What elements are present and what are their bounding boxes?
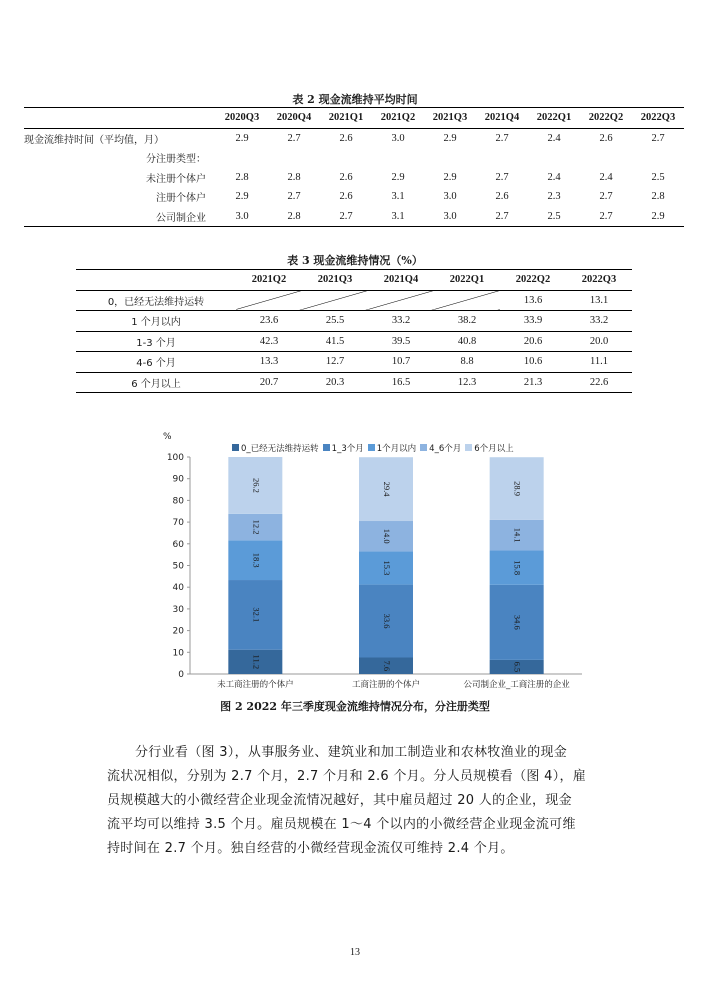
table2-cell — [632, 148, 684, 168]
table2 — [24, 107, 684, 227]
table2-cell — [216, 148, 268, 168]
bar-data-label: 18.3 — [251, 552, 262, 568]
page-number: 13 — [350, 947, 360, 958]
table3-cell: 16.5 — [391, 376, 411, 388]
table3-cell: 40.8 — [434, 331, 500, 352]
table3-cell: 20.6 — [500, 331, 566, 352]
bar-data-label: 11.2 — [251, 654, 262, 670]
table3-cell: 42.3 — [236, 331, 302, 352]
table2-row-label: 公司制企业 — [156, 212, 206, 224]
table2-cell — [372, 148, 424, 168]
table2-col-header: 2021Q1 — [328, 112, 364, 124]
table2-cell — [268, 148, 320, 168]
table2-cell: 2.7 — [651, 132, 665, 144]
table3-col-header: 2022Q1 — [449, 274, 485, 286]
table2-row — [24, 128, 684, 148]
table3-cell: 23.6 — [236, 311, 302, 332]
table3-cell: 33.2 — [566, 311, 632, 332]
table2-cell: 2.3 — [547, 191, 561, 203]
table3-cell — [368, 290, 434, 311]
table2-cell: 2.9 — [235, 191, 249, 203]
table2-col-header: 2022Q1 — [536, 112, 572, 124]
table3-cell: 41.5 — [302, 331, 368, 352]
table2-cell: 3.0 — [443, 210, 457, 222]
body-text-line: 流平均可以维持 3.5 个月。雇员规模在 1～4 个以内的小微经营企业现金流可维 — [107, 817, 576, 832]
table2-cell: 2.7 — [599, 210, 613, 222]
body-text-line: 持时间在 2.7 个月。独自经营的小微经营现金流仅可维持 2.4 个月。 — [107, 841, 514, 856]
table2-col-header: 2021Q3 — [432, 112, 468, 124]
table3-cell — [302, 290, 368, 311]
table2-cell — [424, 148, 476, 168]
table3-row — [76, 372, 632, 393]
table2-cell: 2.9 — [651, 210, 665, 222]
table2-cell: 2.8 — [287, 171, 301, 183]
table2-cell: 2.4 — [547, 171, 561, 183]
bar-data-label: 29.4 — [382, 481, 393, 497]
table3-cell: 10.6 — [500, 352, 566, 373]
table2-cell: 2.7 — [495, 210, 509, 222]
y-unit-label: % — [163, 432, 172, 442]
table2-cell: 2.7 — [495, 132, 509, 144]
table3-col-header: 2021Q2 — [251, 274, 287, 286]
table3-row-label: 4-6 个月 — [76, 352, 236, 373]
table2-cell: 2.9 — [391, 171, 405, 183]
table2-cell — [476, 148, 528, 168]
table3-cell: 13.1 — [566, 290, 632, 311]
table3-corner — [76, 270, 236, 291]
table3-cell: 12.7 — [302, 352, 368, 373]
table2-row-label: 分注册类型： — [146, 154, 206, 166]
table3-row-label: 0，已经无法维持运转 — [76, 290, 236, 311]
table2-cell: 3.1 — [391, 210, 405, 222]
table3-cell: 22.6 — [589, 376, 609, 388]
table2-caption: 表 2 现金流维持平均时间 — [292, 93, 418, 106]
bar-data-label: 26.2 — [251, 477, 262, 493]
table3-row — [76, 311, 632, 332]
bar-data-label: 32.1 — [251, 607, 262, 623]
y-tick-label: 90 — [172, 474, 184, 485]
bar-data-label: 15.3 — [382, 560, 393, 576]
table2-cell — [528, 148, 580, 168]
table2-cell: 2.6 — [339, 191, 353, 203]
table2-col-header: 2021Q2 — [380, 112, 416, 124]
y-tick-label: 50 — [172, 561, 184, 572]
bar-data-label: 14.1 — [512, 527, 523, 543]
table3-cell: 38.2 — [434, 311, 500, 332]
bar-data-label: 7.6 — [382, 660, 393, 672]
table2-cell: 2.9 — [443, 171, 457, 183]
body-text-line: 分行业看（图 3），从事服务业、建筑业和加工制造业和农林牧渔业的现金 — [135, 745, 568, 760]
table3-cell: 21.3 — [523, 376, 543, 388]
table3-cell: 13.6 — [500, 290, 566, 311]
table2-cell: 3.0 — [391, 132, 405, 144]
table3-cell: 13.3 — [236, 352, 302, 373]
figure2-caption: 图 2 2022 年三季度现金流维持情况分布，分注册类型 — [220, 700, 490, 713]
table3-row — [76, 352, 632, 373]
table2-cell: 2.8 — [287, 210, 301, 222]
table2-cell: 2.6 — [495, 191, 509, 203]
table2-col-header: 2022Q3 — [640, 112, 676, 124]
table2-cell: 2.7 — [495, 171, 509, 183]
bar-data-label: 14.0 — [382, 528, 393, 544]
y-tick-label: 70 — [172, 518, 184, 529]
table3-row — [76, 331, 632, 352]
table3-cell: 20.0 — [566, 331, 632, 352]
table2-row — [24, 148, 684, 168]
table2-row — [24, 207, 684, 227]
legend-label: 1_3个月 — [331, 443, 364, 454]
table2-cell: 2.9 — [443, 132, 457, 144]
bar-data-label: 34.6 — [512, 614, 523, 630]
table2-cell: 2.9 — [235, 132, 249, 144]
table3-row-label: 1-3 个月 — [76, 331, 236, 352]
figure2 — [160, 430, 590, 700]
table2-cell: 3.0 — [235, 210, 249, 222]
table3-cell: 39.5 — [368, 331, 434, 352]
table2-col-header: 2022Q2 — [588, 112, 624, 124]
table2-row-label: 注册个体户 — [156, 193, 206, 205]
bar-data-label: 33.6 — [382, 613, 393, 629]
table2-cell: 2.7 — [339, 210, 353, 222]
table2-cell: 2.6 — [599, 132, 613, 144]
table3-caption: 表 3 现金流维持情况（%） — [287, 254, 423, 267]
body-text-line: 流状况相似，分别为 2.7 个月，2.7 个月和 2.6 个月。分人员规模看（图 4），雇 — [107, 769, 587, 784]
y-tick-label: 30 — [172, 604, 184, 615]
legend-label: 1个月以内 — [376, 443, 417, 454]
table2-col-header: 2020Q3 — [224, 112, 260, 124]
table2-row-label: 未注册个体户 — [146, 173, 206, 185]
x-category-label: 未工商注册的个体户 — [217, 680, 294, 690]
bar-data-label: 15.8 — [512, 560, 523, 576]
bar-data-label: 12.2 — [251, 519, 262, 535]
table2-col-header: 2020Q4 — [276, 112, 312, 124]
stacked-bar-chart — [160, 430, 590, 700]
table2-cell: 2.8 — [235, 171, 249, 183]
table2-cell: 2.6 — [339, 171, 353, 183]
body-paragraph — [107, 741, 627, 861]
y-tick-label: 80 — [172, 496, 184, 507]
table2-cell: 2.4 — [547, 132, 561, 144]
table2-cell: 2.7 — [287, 132, 301, 144]
table2-cell: 2.4 — [599, 171, 613, 183]
table3-cell: 33.2 — [368, 311, 434, 332]
table2-corner — [24, 108, 216, 129]
table3-row-label: 1 个月以内 — [76, 311, 236, 332]
bar-data-label: 28.9 — [512, 481, 523, 497]
table2-cell: 2.6 — [339, 132, 353, 144]
table3-cell: 12.3 — [457, 376, 477, 388]
table3-cell: 20.7 — [259, 376, 279, 388]
table2-row-label: 现金流维持时间（平均值，月） — [24, 134, 164, 146]
table3-col-header: 2021Q4 — [383, 274, 419, 286]
y-tick-label: 10 — [172, 648, 184, 659]
table3-row — [76, 290, 632, 311]
table2-cell: 3.0 — [443, 191, 457, 203]
table2-row — [24, 187, 684, 207]
table3-col-header: 2022Q3 — [581, 274, 617, 286]
table3-cell — [236, 290, 302, 311]
x-category-label: 工商注册的个体户 — [351, 680, 421, 690]
y-tick-label: 20 — [172, 626, 184, 637]
y-tick-label: 100 — [166, 453, 184, 463]
table2-cell: 3.1 — [391, 191, 405, 203]
table3-cell: 25.5 — [302, 311, 368, 332]
table3 — [76, 269, 632, 393]
legend-label: 6个月以上 — [474, 443, 514, 454]
table3-cell: 11.1 — [566, 352, 632, 373]
table3-col-header: 2021Q3 — [317, 274, 353, 286]
table3-row-label: 6 个月以上 — [131, 378, 181, 390]
table3-cell — [434, 290, 500, 311]
table3-col-header: 2022Q2 — [515, 274, 551, 286]
y-tick-label: 60 — [172, 539, 184, 550]
x-category-label: 公司制企业_工商注册的企业 — [463, 680, 570, 690]
table2-cell — [320, 148, 372, 168]
legend-label: 4_6个月 — [429, 443, 462, 454]
table2-cell: 2.7 — [599, 191, 613, 203]
body-text-line: 员规模越大的小微经营企业现金流情况越好，其中雇员超过 20 人的企业，现金 — [107, 793, 572, 808]
table2-cell — [580, 148, 632, 168]
legend-label: 0_已经无法维持运转 — [241, 443, 319, 454]
table2-cell: 2.8 — [651, 191, 665, 203]
table3-cell: 20.3 — [325, 376, 345, 388]
y-tick-label: 0 — [178, 670, 184, 680]
table2-row — [24, 168, 684, 188]
table3-cell: 8.8 — [434, 352, 500, 373]
table3-cell: 10.7 — [368, 352, 434, 373]
table3-cell: 33.9 — [500, 311, 566, 332]
bar-data-label: 6.5 — [512, 661, 523, 673]
table2-cell: 2.5 — [547, 210, 561, 222]
table2-col-header: 2021Q4 — [484, 112, 520, 124]
table2-cell: 2.5 — [651, 171, 665, 183]
y-tick-label: 40 — [172, 583, 184, 594]
table2-cell: 2.7 — [287, 191, 301, 203]
